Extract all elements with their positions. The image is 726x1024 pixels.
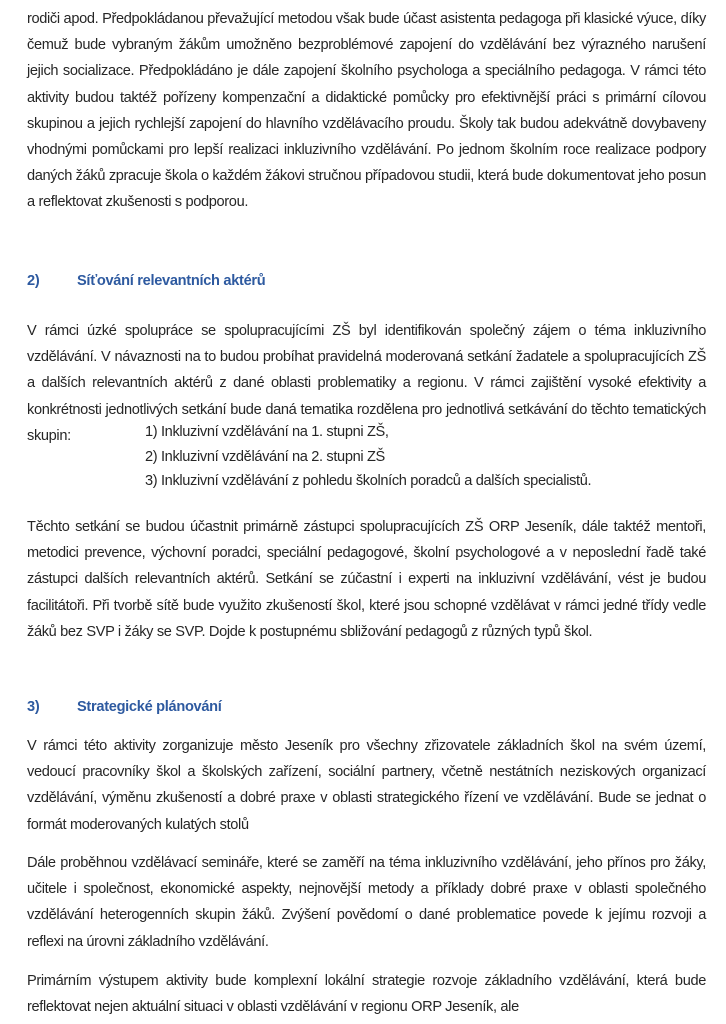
section-3-paragraph-2: Dále proběhnou vzdělávací semináře, které se zaměří na téma inkluzivního vzdělávání, jeho přínos pro žáky, učitele i společnost, ekonomické aspekty, nejnovější metody a příklady dobré praxe v oblasti společného vzdělávání heterogenních skupin žáků. Zvýšení povědomí o dané problematice povede k jejímu rozvoji a reflexi na úrovni základního vzdělávání. xyxy=(27,855,706,950)
section-2-heading xyxy=(27,271,265,291)
section-2-number: 2) xyxy=(27,273,40,289)
section-2-topic-list xyxy=(27,420,706,494)
section-2-intro-paragraph: V rámci úzké spolupráce se spolupracujícími ZŠ byl identifikován společný zájem o téma inkluzivního vzdělávání. V návaznosti na to budou probíhat pravidelná moderovaná setkání žadatele a spolupracujících ZŠ a dalších relevantních aktérů z dané oblasti problematiky a regionu. V rámci zajištění vysoké efektivity a konkrétnosti jednotlivých setkání bude daná tematika rozdělena pro jednotlivá setkávání do těchto tematických skupin: xyxy=(27,323,706,444)
list-item: 1) Inkluzivní vzdělávání na 1. stupni ZŠ, xyxy=(145,424,389,440)
section-2-title: Síťování relevantních aktérů xyxy=(77,273,266,289)
list-item: 3) Inkluzivní vzdělávání z pohledu školních poradců a dalších specialistů. xyxy=(145,473,592,489)
section-3-title: Strategické plánování xyxy=(77,699,222,715)
list-item: 2) Inkluzivní vzdělávání na 2. stupni ZŠ xyxy=(145,448,385,465)
section-3-paragraph-3: Primárním výstupem aktivity bude komplexní lokální strategie rozvoje základního vzdělávání, která bude reflektovat nejen aktuální situaci v oblasti vzdělávání v regionu ORP Jeseník, ale xyxy=(27,973,706,1016)
section-3-paragraph-1: V rámci této aktivity zorganizuje město Jeseník pro všechny zřizovatele základních škol na svém území, vedoucí pracovníky škol a školských zařízení, sociální partnery, včetně nestátních neziskových organizací vzdělávání, výměnu zkušeností a dobré praxe v oblasti strategického řízení ve vzdělávání. Bude se jednat o formát moderovaných kulatých stolů xyxy=(27,738,706,833)
paragraph-intro-continuation: rodiči apod. Předpokládanou převažující metodou však bude účast asistenta pedagoga při klasické výuce, díky čemuž bude vybraným žákům umožněno bezproblémové zapojení do vzdělávání bez výrazného narušení jejich socializace. Předpokládáno je dále zapojení školního psychologa a speciálního pedagoga. V rámci této aktivity budou taktéž pořízeny kompenzační a didaktické pomůcky pro efektivnější práci s primární cílovou skupinou a jejich rychlejší zapojení do hlavního vzdělávacího proudu. Školy tak budou adekvátně dovybaveny vhodnými pomůckami pro lepší realizaci inkluzivního vzdělávání. Po jednom školním roce realizace podpory daných žáků zpracuje škola o každém žákovi stručnou případovou studii, která bude dokumentovat jeho posun a reflektovat zkušenosti s podporou. xyxy=(27,11,706,211)
section-3-number: 3) xyxy=(27,699,40,715)
section-2-outro-paragraph: Těchto setkání se budou účastnit primárně zástupci spolupracujících ZŠ ORP Jeseník, dále taktéž mentoři, metodici prevence, výchovní poradci, speciální pedagogové, školní psychologové a v neposlední řadě také zástupci dalších relevantních aktérů. Setkání se zúčastní i experti na inkluzivní vzdělávání, vést je budou facilitátoři. Při tvorbě sítě bude využito zkušeností škol, které jsou schopné vzdělávat v rámci jedné třídy vedle žáků bez SVP i žáky se SVP. Dojde k postupnému sbližování pedagogů z různých typů škol. xyxy=(27,519,706,640)
section-3-heading xyxy=(27,697,222,717)
